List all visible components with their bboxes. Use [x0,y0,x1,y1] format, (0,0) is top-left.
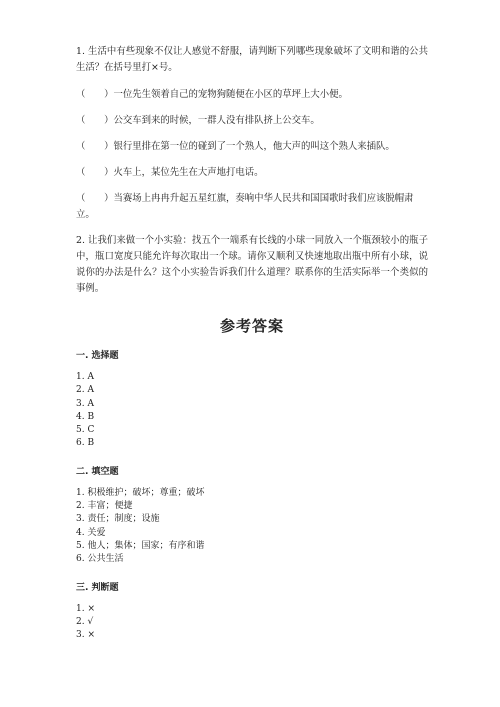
section-heading: 三. 判断题 [76,582,119,593]
answer-item: 2. √ [76,616,94,627]
option-item [76,113,428,129]
answer-item: 3. × [76,630,95,641]
answer-item: 1. 积极维护；破坏；尊重；破坏 [76,487,205,498]
answer-blank: （ ） [76,89,114,100]
answer-item: 4. B [76,411,95,422]
question-1-intro: 1. 生活中有些现象不仅让人感觉不舒服，请判断下列哪些现象破坏了文明和谐的公共生活？在括号里打×号。 [76,46,428,73]
answer-item: 1. A [76,372,94,382]
answer-blank: （ ） [76,167,114,178]
answer-item: 4. 关爱 [76,527,106,538]
answer-item: 5. C [76,425,95,436]
answer-item: 6. B [76,438,95,449]
option-text: 火车上，某位先生在大声地打电话。 [113,167,264,178]
answer-list [76,371,428,451]
answer-section-choice [76,348,428,451]
option-item [76,87,428,103]
option-text: 一位先生领着自己的宠物狗随便在小区的草坪上大小便。 [113,89,348,100]
option-item [76,165,428,181]
section-heading: 二. 填空题 [76,466,119,477]
answer-item: 6. 公共生活 [76,554,124,565]
answer-list [76,603,428,643]
option-text: 当赛场上冉冉升起五星红旗，奏响中华人民共和国国歌时我们应该脱帽肃立。 [76,193,414,220]
option-text: 公交车到来的时候，一群人没有排队挤上公交车。 [113,115,320,126]
answer-section-fill [76,464,428,567]
option-item [76,139,428,155]
document-page [76,44,428,655]
section-heading: 一. 选择题 [76,351,119,361]
option-item [76,191,428,223]
answer-blank: （ ） [76,141,114,152]
answer-blank: （ ） [76,115,114,126]
answer-item: 2. A [76,385,94,396]
answer-item: 3. A [76,398,94,409]
option-text: 银行里排在第一位的碰到了一个熟人，他大声的叫这个熟人来插队。 [113,141,395,152]
question-1-options [76,87,428,223]
answer-item: 3. 责任；制度；设施 [76,514,160,525]
answer-blank: （ ） [76,193,114,204]
answer-section-judge [76,580,428,643]
question-2: 2. 让我们来做一个小实验：找五个一端系有长线的小球一同放入一个瓶颈较小的瓶子中，瓶口宽度只能允许每次取出一个球。请你又顺利又快速地取出瓶中所有小球，说说你的办法是什么？这个小实验告诉我们什么道理？联系你的生活实际举一个类似的事例。 [76,235,428,294]
answer-list [76,487,428,567]
answer-item: 5. 他人；集体；国家；有序和谐 [76,540,205,551]
answer-item: 2. 丰富；便捷 [76,501,133,512]
answer-key-title: 参考答案 [219,317,284,335]
answer-item: 1. × [76,603,95,614]
